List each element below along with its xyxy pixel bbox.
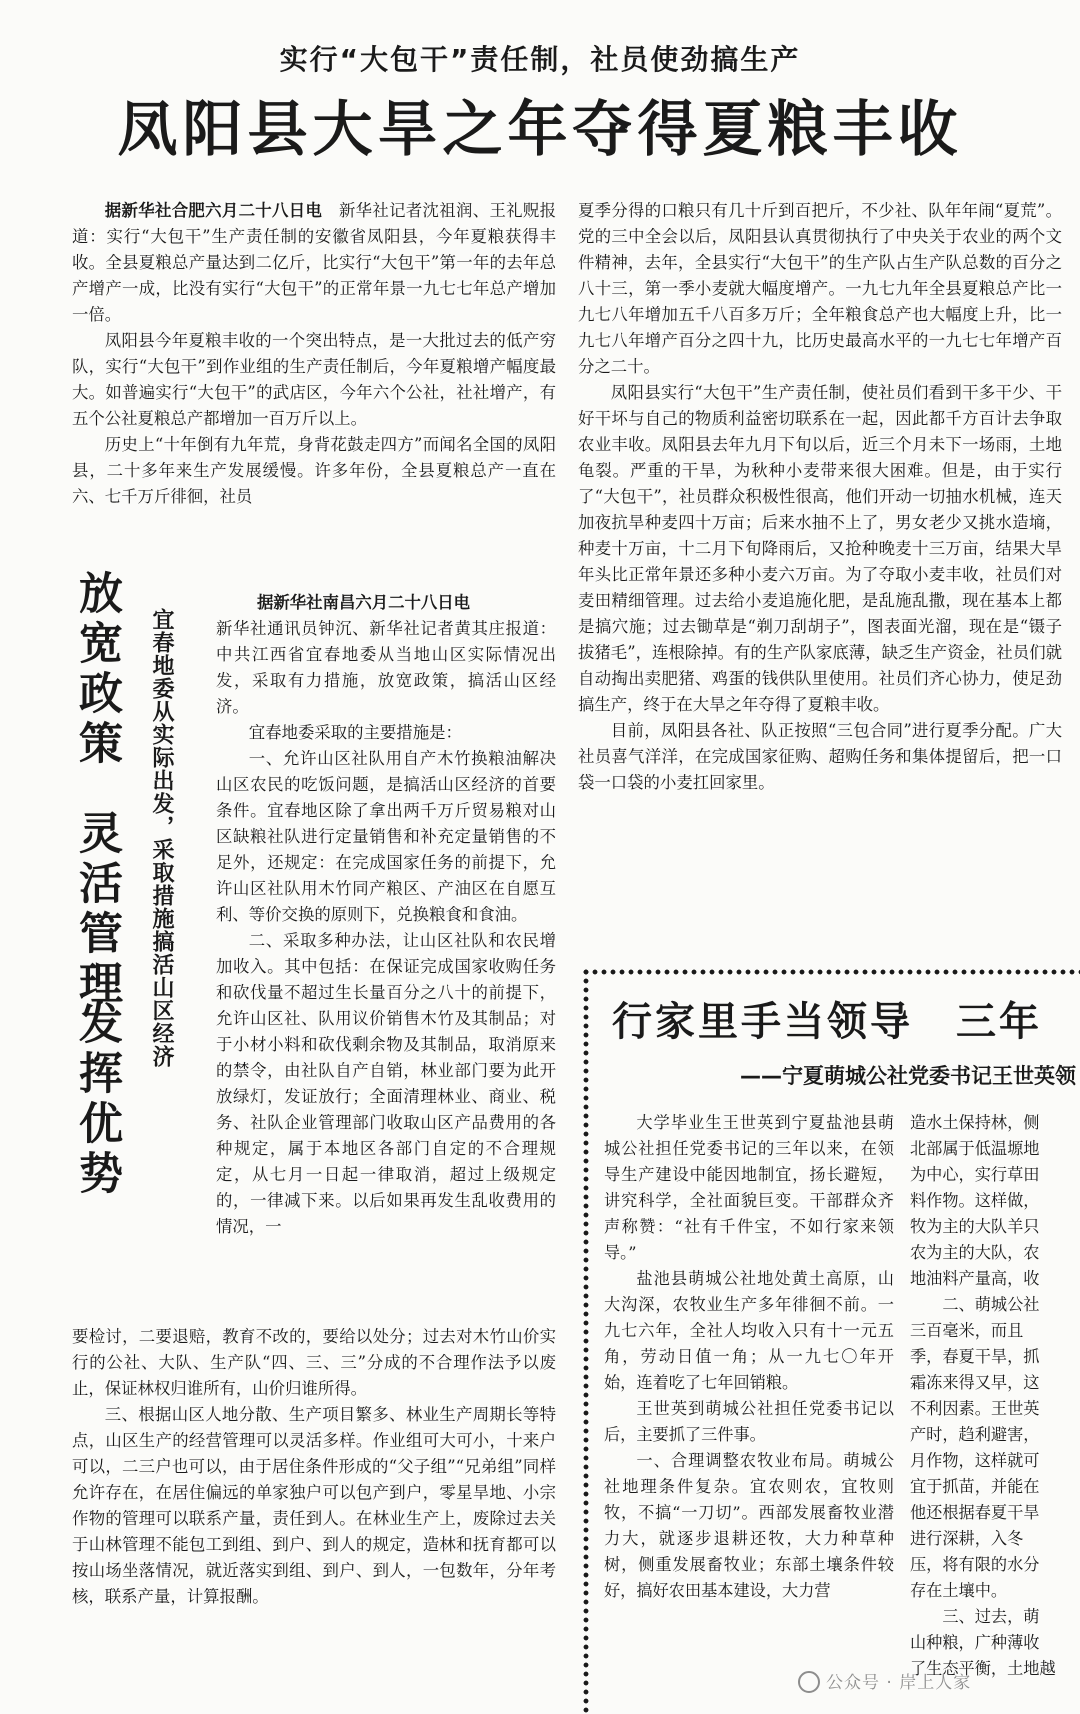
article1-paragraph: 凤阳县实行“大包干”生产责任制，使社员们看到干多干少、干好干坏与自己的物质利益密切联系在一起，因此都千方百计去争取农业丰收。凤阳县去年九月下旬以后，近三个月未下一场雨，土地龟裂。严重的干旱，为秋种小麦带来很大困难。但是，由于实行了“大包干”，社员群众积极性很高，他们开动一切抽水机械，连天加夜抗旱种麦四十万亩；后来水抽不上了，男女老少又挑水造墒，种麦十万亩，十二月下旬降雨后，又抢种晚麦十三万亩，结果大旱年头比正常年景还多种小麦六万亩。为了夺取小麦丰收，社员们对麦田精细管理。过去给小麦追施化肥，是乱施乱撒，现在基本上都是搞穴施；过去锄草是“剃刀刮胡子”，图表面光溜，现在是“镊子拔猪毛”，连根除掉。有的生产队家底薄，缺乏生产资金，社员们就自动掏出卖肥猪、鸡蛋的钱供队里使用。社员们齐心协力，使足劲搞生产，终于在大旱之年夺得了夏粮丰收。 (578, 383, 1062, 714)
article3-column-2-line: 产时，趋利避害， (910, 1425, 1040, 1444)
article3-column-2-line: 他还根据春夏干旱 (910, 1503, 1040, 1522)
article2-paragraph: 宜春地委采取的主要措施是： (248, 723, 462, 742)
article3-paragraph: 盐池县萌城公社地处黄土高原，山大沟深，农牧业生产多年徘徊不前。一九七六年，全社人均收入只有十一元五角，劳动日值一角；从一九七〇年开始，连着吃了七年回销粮。 (604, 1269, 894, 1392)
article2-vertical-subhead: 宜春地委从实际出发，采取措施搞活山区经济 (149, 608, 174, 1068)
article1-column-1 (72, 198, 556, 558)
article1-paragraph: 目前，凤阳县各社、队正按照“三包合同”进行夏季分配。广大社员喜气洋洋，在完成国家征购、超购任务和集体提留后，把一口袋一口袋的小麦扛回家里。 (578, 721, 1062, 792)
article3-column-2-line: 三百毫米，而且 (910, 1321, 1024, 1340)
article3-column-2-line: 三、过去，萌 (910, 1607, 1040, 1626)
wechat-icon (798, 1671, 820, 1693)
article3-column-2-line: 北部属于低温塬地 (910, 1139, 1040, 1158)
article3-column-2-line: 季，春夏干旱，抓 (910, 1347, 1040, 1366)
article1-paragraph: 凤阳县今年夏粮丰收的一个突出特点，是一大批过去的低产穷队，实行“大包干”到作业组的生产责任制后，今年夏粮增产幅度最大。如普遍实行“大包干”的武店区，今年六个公社，社社增产，有五个公社夏粮总产都增加一百万斤以上。 (72, 331, 556, 428)
article3-subhead: ——宁夏萌城公社党委书记王世英领 (740, 1064, 1076, 1088)
article3-column-2-line: 山种粮，广种薄收 (910, 1633, 1040, 1652)
article2-paragraph: 二、采取多种办法，让山区社队和农民增加收入。其中包括：在保证完成国家收购任务和砍伐量不超过生长量百分之八十的前提下，允许山区社、队用议价销售木竹及其制品；对于小材小料和砍伐剩余物及其制品，取消原来的禁令，由社队自产自销，林业部门要为此开放绿灯，发证放行；全面清理林业、商业、税务、社队企业管理部门收取山区产品费用的各种规定，属于本地区各部门自定的不合理规定，从七月一日起一律取消，超过上级规定的，一律减下来。以后如果再发生乱收费用的情况，一 (216, 931, 556, 1236)
article3-column-2-line: 料作物。这样做， (910, 1191, 1040, 1210)
article2-vertical-headline-2: 灵活管理 (71, 810, 122, 1010)
article3-column-2-line: 宜于抓苗，并能在 (910, 1477, 1040, 1496)
article3-column-2-line: 月作物，这样就可 (910, 1451, 1040, 1470)
article2-vertical-headline-1: 放宽政策 (71, 570, 122, 770)
article3-column-2-line: 造水土保持林，侧 (910, 1113, 1040, 1132)
article3-column-2-line: 牧为主的大队羊只 (910, 1217, 1040, 1236)
article1-headline: 凤阳县大旱之年夺得夏粮丰收 (117, 95, 963, 165)
article1-paragraph: 夏季分得的口粮只有几十斤到百把斤，不少社、队年年闹“夏荒”。党的三中全会以后，凤阳县认真贯彻执行了中央关于农业的两个文件精神，去年，全县实行“大包干”的生产队占生产队总数的百分之八十三，第一季小麦就大幅度增产。一九七九年全县夏粮总产比一九七八年增加五千八百多万斤；全年粮食总产也大幅度上升，比一九七八年增产百分之四十九，比历史最高水平的一九七七年增产百分之二十。 (578, 201, 1062, 376)
article3-paragraph: 大学毕业生王世英到宁夏盐池县萌城公社担任党委书记的三年以来，在领导生产建设中能因地制宜，扬长避短，讲究科学，全社面貌巨变。干部群众齐声称赞：“社有千件宝，不如行家来领导。” (604, 1113, 894, 1262)
article3-column-2-line: 为中心，实行草田 (910, 1165, 1040, 1184)
article2-bottom-column (72, 1324, 556, 1708)
article3-column-2-line: 了生态平衡，土地越 (910, 1659, 1056, 1678)
article2-paragraph: 要检讨，二要退赔，教育不改的，要给以处分；过去对木竹山价实行的公社、大队、生产队“四、三、三”分成的不合理作法予以废止，保证林权归谁所有，山价归谁所得。 (72, 1327, 556, 1398)
article3-column-2-line: 进行深耕，入冬 (910, 1529, 1024, 1548)
article3-column-1 (604, 1110, 894, 1710)
article3-column-2-line: 农为主的大队，农 (910, 1243, 1040, 1262)
article3-column-2-line: 压，将有限的水分 (910, 1555, 1040, 1574)
article2-dateline: 据新华社南昌六月二十八日电 (257, 593, 471, 612)
article3-paragraph: 一、合理调整农牧业布局。萌城公社地理条件复杂。宜农则农，宜牧则牧，不搞“一刀切”。西部发展畜牧业潜力大，就逐步退耕还牧，大力种草种树，侧重发展畜牧业；东部土壤条件较好，搞好农田基本建设，大力营 (604, 1451, 894, 1600)
watermark: 公众号 · 岸上人家 (798, 1668, 971, 1694)
article3-dotted-border-left (582, 968, 590, 1714)
article1-paragraph: 据新华社合肥六月二十八日电 新华社记者沈祖润、王礼贶报道：实行“大包干”生产责任制的安徽省凤阳县，今年夏粮获得丰收。全县夏粮总产量达到二亿斤，比实行“大包干”第一年的去年总产增产一成，比没有实行“大包干”的正常年景一九七七年总产增加一倍。 (72, 201, 556, 324)
article3-dotted-border-top (582, 968, 1080, 976)
article1-kicker: 实行“大包干”责任制，社员使劲搞生产 (279, 43, 801, 76)
article2-paragraph: 三、根据山区人地分散、生产项目繁多、林业生产周期长等特点，山区生产的经营管理可以灵活多样。作业组可大可小，十来户可以，二三户也可以，由于居住条件形成的“父子组”“兄弟组”同样允许存在，在居住偏远的单家独户可以包产到户，零星旱地、小宗作物的管理可以联系产量，责任到人。在林业生产上，废除过去关于山林管理不能包工到组、到户、到人的规定，造林和抚育都可以按山场坐落情况，就近落实到组、到户、到人，一包数年，分年考核，联系产量，计算报酬。 (72, 1405, 556, 1606)
article3-column-2-line: 霜冻来得又早，这 (910, 1373, 1040, 1392)
article1-dateline: 据新华社合肥六月二十八日电 (104, 201, 323, 220)
article3-column-2-line: 二、萌城公社 (910, 1295, 1040, 1314)
article2-vertical-headline-3: 发挥优势 (71, 1000, 122, 1200)
article2-paragraph: 新华社通讯员钟沉、新华社记者黄其庄报道：中共江西省宜春地委从当地山区实际情况出发，采取有力措施，放宽政策，搞活山区经济。 (216, 619, 556, 716)
article3-paragraph: 王世英到萌城公社担任党委书记以后，主要抓了三件事。 (604, 1399, 894, 1444)
article2-side-column (216, 590, 556, 1350)
article3-column-2-line: 不利因素。王世英 (910, 1399, 1040, 1418)
article3-column-2-line: 存在土壤中。 (910, 1581, 1008, 1600)
article1-paragraph: 历史上“十年倒有九年荒，身背花鼓走四方”而闻名全国的凤阳县，二十多年来生产发展缓慢。许多年份，全县夏粮总产一直在六、七千万斤徘徊，社员 (72, 435, 556, 506)
article3-column-2 (910, 1110, 1080, 1710)
article1-column-2 (578, 198, 1062, 926)
article3-headline: 行家里手当领导 三年 (612, 999, 1042, 1045)
article2-paragraph: 一、允许山区社队用自产木竹换粮油解决山区农民的吃饭问题，是搞活山区经济的首要条件。宜春地区除了拿出两千万斤贸易粮对山区缺粮社队进行定量销售和补充定量销售的不足外，还规定：在完成国家任务的前提下，允许山区社队用木竹同产粮区、产油区在自愿互利、等价交换的原则下，兑换粮食和食油。 (216, 749, 556, 924)
article3-column-2-line: 地油料产量高，收 (910, 1269, 1040, 1288)
